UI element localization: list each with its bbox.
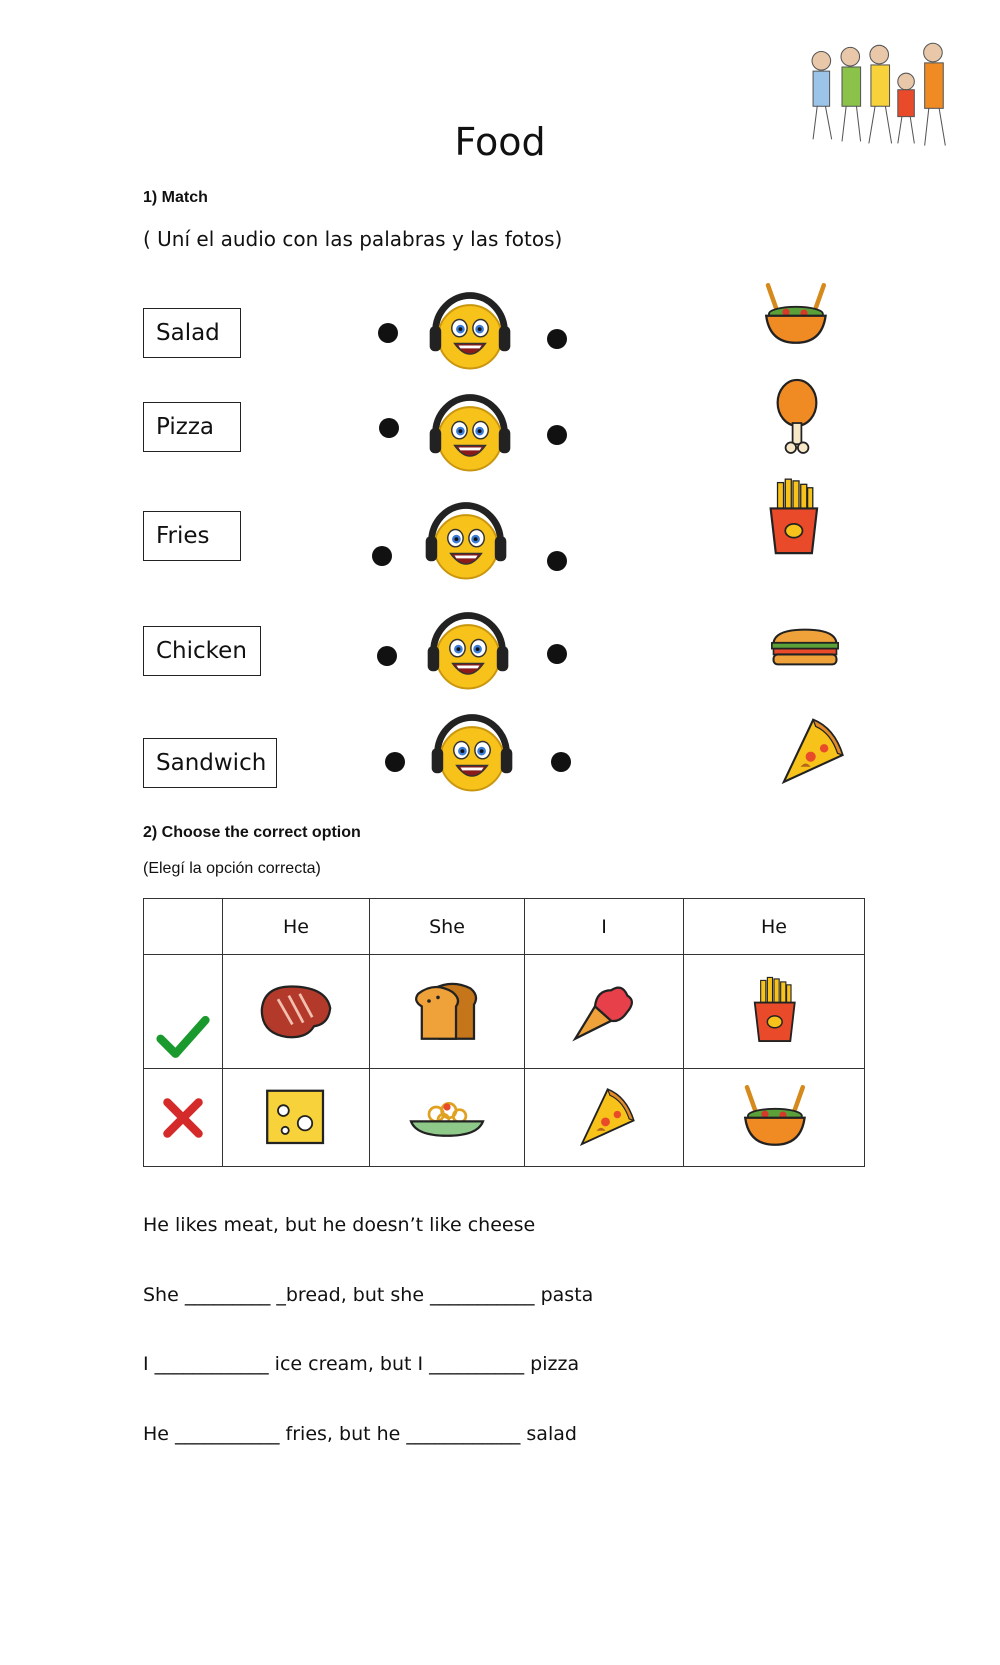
match-dot-right[interactable]: [551, 752, 571, 772]
option-cell[interactable]: [684, 955, 865, 1069]
word-box-sandwich[interactable]: Sandwich: [143, 738, 277, 788]
headphones-smiley-icon[interactable]: [420, 604, 516, 700]
match-dot-left[interactable]: [379, 418, 399, 438]
ice-cream-icon[interactable]: [559, 973, 649, 1047]
match-dot-left[interactable]: [385, 752, 405, 772]
pizza-slice-icon[interactable]: [764, 708, 854, 792]
section1-instruction: ( Uní el audio con las palabras y las fotos): [143, 227, 563, 251]
word-box-pizza[interactable]: Pizza: [143, 402, 241, 452]
option-cell[interactable]: [223, 1069, 370, 1167]
choose-option-table: [143, 898, 865, 1167]
likes-row: [144, 955, 865, 1069]
headphones-smiley-icon[interactable]: [422, 386, 518, 482]
fill-blank-sentence[interactable]: She _________ _bread, but she ___________ pasta: [143, 1284, 594, 1306]
column-header: I: [525, 899, 684, 955]
option-cell[interactable]: [370, 1069, 525, 1167]
section2-instruction: (Elegí la opción correcta): [143, 860, 321, 877]
option-cell[interactable]: [223, 955, 370, 1069]
fill-blank-sentence[interactable]: I ____________ ice cream, but I __________ pizza: [143, 1353, 580, 1375]
headphones-smiley-icon[interactable]: [424, 706, 520, 802]
likes-marker-cell: [144, 955, 223, 1069]
match-dot-right[interactable]: [547, 551, 567, 571]
fries-icon[interactable]: [729, 973, 819, 1047]
match-dot-right[interactable]: [547, 425, 567, 445]
salad-bowl-icon[interactable]: [729, 1079, 819, 1153]
check-icon: [155, 1012, 211, 1060]
column-header: He: [223, 899, 370, 955]
pasta-icon[interactable]: [402, 1079, 492, 1153]
word-box-fries[interactable]: Fries: [143, 511, 241, 561]
page-title: Food: [454, 120, 546, 164]
column-header: He: [684, 899, 865, 955]
dislikes-row: [144, 1069, 865, 1167]
fries-icon[interactable]: [748, 474, 838, 560]
option-cell[interactable]: [370, 955, 525, 1069]
cheese-icon[interactable]: [251, 1079, 341, 1153]
word-box-chicken[interactable]: Chicken: [143, 626, 261, 676]
dislikes-marker-cell: [144, 1069, 223, 1167]
headphones-smiley-icon[interactable]: [418, 494, 514, 590]
pizza-slice-icon[interactable]: [559, 1079, 649, 1153]
match-dot-left[interactable]: [372, 546, 392, 566]
word-box-salad[interactable]: Salad: [143, 308, 241, 358]
example-sentence: He likes meat, but he doesn’t like cheese: [143, 1214, 536, 1236]
option-cell[interactable]: [525, 955, 684, 1069]
bread-icon[interactable]: [402, 973, 492, 1047]
fill-blank-sentence[interactable]: He ___________ fries, but he ____________ salad: [143, 1423, 577, 1445]
steak-icon[interactable]: [251, 973, 341, 1047]
salad-bowl-icon[interactable]: [750, 278, 840, 350]
match-dot-right[interactable]: [547, 329, 567, 349]
match-dot-right[interactable]: [547, 644, 567, 664]
corner-cell: [144, 899, 223, 955]
option-cell[interactable]: [684, 1069, 865, 1167]
chicken-leg-icon[interactable]: [752, 372, 842, 460]
match-dot-left[interactable]: [378, 323, 398, 343]
headphones-smiley-icon[interactable]: [422, 284, 518, 380]
column-header: She: [370, 899, 525, 955]
option-cell[interactable]: [525, 1069, 684, 1167]
sandwich-icon[interactable]: [760, 618, 850, 676]
match-dot-left[interactable]: [377, 646, 397, 666]
section1-heading: 1) Match: [143, 189, 208, 206]
cross-icon: [160, 1095, 206, 1141]
section2-heading: 2) Choose the correct option: [143, 824, 361, 841]
